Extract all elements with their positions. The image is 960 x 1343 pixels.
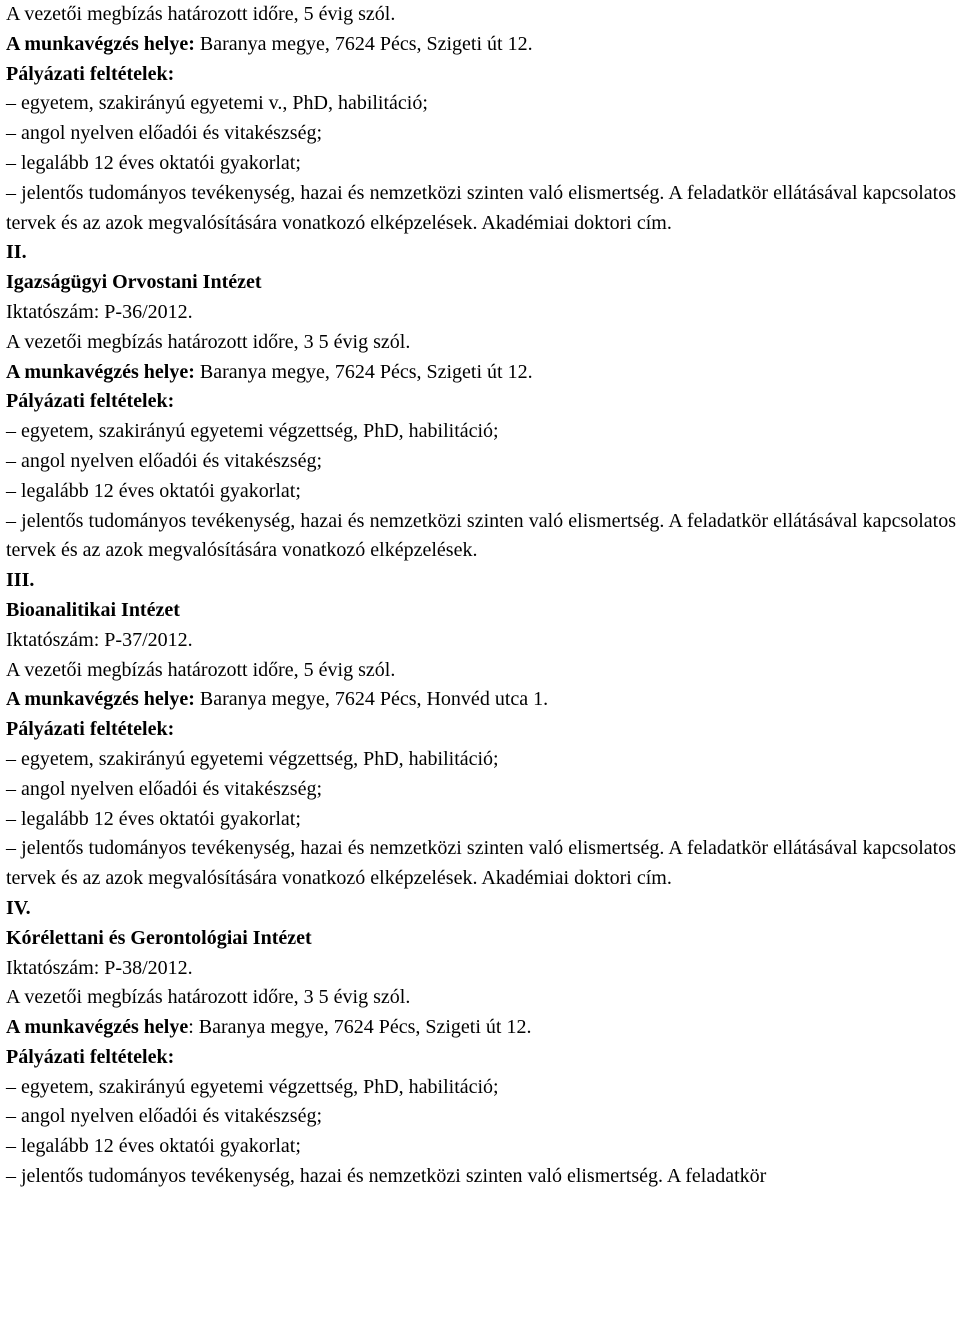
condition-item-long: – jelentős tudományos tevékenység, hazai és nemzetközi szinten való elismertség. A feladatkör [6, 1165, 767, 1188]
workplace-line [6, 685, 956, 715]
section-ii [6, 238, 956, 566]
condition-item: – angol nyelven előadói és vitakészség; [6, 1105, 323, 1128]
condition-item: – legalább 12 éves oktatói gyakorlat; [6, 807, 301, 830]
head-block [6, 0, 956, 238]
condition-item-long: – jelentős tudományos tevékenység, hazai és nemzetközi szinten való elismertség. A feladatkör ellátásával kapcsolatos tervek és az azok megvalósítására vonatkozó elképzelések. [6, 509, 956, 562]
condition-item: – angol nyelven előadói és vitakészség; [6, 122, 323, 145]
workplace-value: Baranya megye, 7624 Pécs, Szigeti út 12. [194, 360, 533, 383]
reference-number: Iktatószám: P-36/2012. [6, 300, 193, 323]
duration-text: A vezetői megbízás határozott időre, 5 évig szól. [6, 3, 396, 25]
workplace-value: : Baranya megye, 7624 Pécs, Szigeti út 12. [188, 1016, 532, 1039]
conditions-label: Pályázati feltételek: [6, 390, 175, 413]
condition-item: – egyetem, szakirányú egyetemi végzettség, PhD, habilitáció; [6, 420, 499, 443]
workplace-line [6, 1013, 956, 1043]
workplace-value: Baranya megye, 7624 Pécs, Szigeti út 12. [194, 32, 533, 55]
conditions-label: Pályázati feltételek: [6, 62, 175, 85]
institute-title: Igazságügyi Orvostani Intézet [6, 271, 262, 294]
conditions-label: Pályázati feltételek: [6, 718, 175, 741]
duration-text: A vezetői megbízás határozott időre, 3 5 évig szól. [6, 330, 411, 353]
document-page [6, 0, 956, 1192]
condition-item: – egyetem, szakirányú egyetemi végzettség, PhD, habilitáció; [6, 747, 499, 770]
condition-item: – angol nyelven előadói és vitakészség; [6, 449, 323, 472]
workplace-label: A munkavégzés helye: [6, 688, 195, 711]
duration-text: A vezetői megbízás határozott időre, 3 5 évig szól. [6, 986, 411, 1009]
section-iii [6, 566, 956, 894]
workplace-label: A munkavégzés helye: [6, 360, 195, 383]
condition-item-long: – jelentős tudományos tevékenység, hazai és nemzetközi szinten való elismertség. A feladatkör ellátásával kapcsolatos tervek és az azok megvalósítására vonatkozó elképzelések. Akadémiai doktori cím. [6, 837, 956, 890]
condition-item-long: – jelentős tudományos tevékenység, hazai és nemzetközi szinten való elismertség. A feladatkör ellátásával kapcsolatos tervek és az azok megvalósítására vonatkozó elképzelések. Akadémiai doktori cím. [6, 181, 956, 234]
section-number: IV. [6, 896, 31, 919]
condition-item: – angol nyelven előadói és vitakészség; [6, 777, 323, 800]
condition-item: – egyetem, szakirányú egyetemi v., PhD, habilitáció; [6, 92, 428, 115]
section-number: III. [6, 569, 35, 592]
condition-item: – legalább 12 éves oktatói gyakorlat; [6, 479, 301, 502]
condition-item: – legalább 12 éves oktatói gyakorlat; [6, 1135, 301, 1158]
section-iv [6, 894, 956, 1192]
reference-number: Iktatószám: P-37/2012. [6, 628, 193, 651]
workplace-label: A munkavégzés helye: [6, 32, 195, 55]
institute-title: Kórélettani és Gerontológiai Intézet [6, 926, 312, 949]
duration-text: A vezetői megbízás határozott időre, 5 évig szól. [6, 658, 396, 681]
workplace-line [6, 358, 956, 388]
institute-title: Bioanalitikai Intézet [6, 598, 180, 621]
workplace-label: A munkavégzés helye [6, 1016, 189, 1039]
workplace-value: Baranya megye, 7624 Pécs, Honvéd utca 1. [194, 688, 549, 711]
workplace-line [6, 30, 956, 60]
conditions-label: Pályázati feltételek: [6, 1045, 175, 1068]
condition-item: – legalább 12 éves oktatói gyakorlat; [6, 151, 301, 174]
reference-number: Iktatószám: P-38/2012. [6, 956, 193, 979]
condition-item: – egyetem, szakirányú egyetemi végzettség, PhD, habilitáció; [6, 1075, 499, 1098]
section-number: II. [6, 241, 27, 264]
